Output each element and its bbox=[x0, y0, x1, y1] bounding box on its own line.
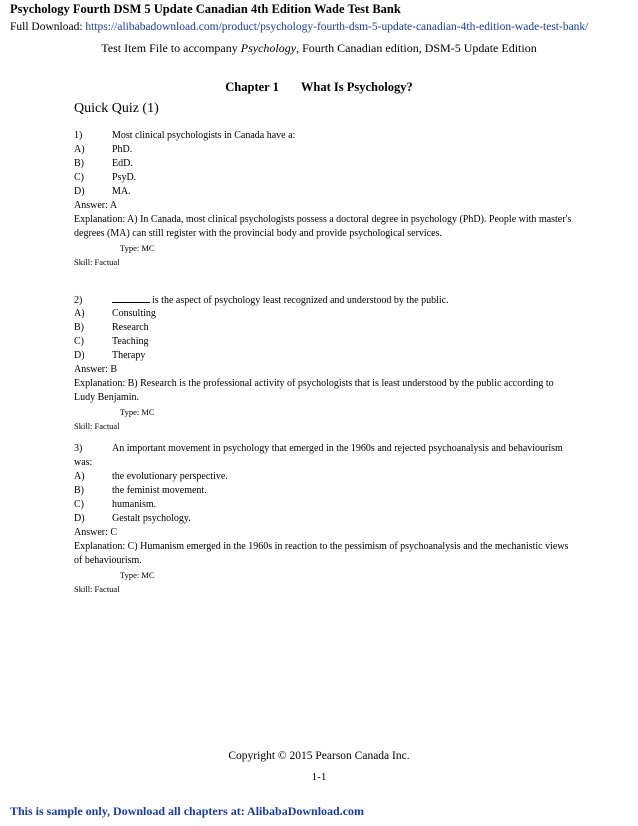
option: C) Teaching bbox=[74, 336, 149, 347]
option: B) Research bbox=[74, 322, 149, 333]
option: B) the feminist movement. bbox=[74, 485, 207, 496]
answer: Answer: A bbox=[74, 200, 118, 211]
chapter-title: What Is Psychology? bbox=[300, 80, 413, 94]
question-type: Type: MC bbox=[120, 570, 155, 580]
question-type: Type: MC bbox=[120, 407, 155, 417]
option: C) humanism. bbox=[74, 499, 157, 510]
question-stem: Most clinical psychologists in Canada have a: bbox=[112, 130, 296, 141]
running-head-book: Psychology bbox=[240, 41, 297, 55]
question-number: 3) bbox=[74, 443, 83, 454]
document-title: Psychology Fourth DSM 5 Update Canadian 4th Edition Wade Test Bank bbox=[10, 2, 401, 16]
answer: Answer: C bbox=[74, 527, 118, 538]
running-head-suffix: , Fourth Canadian edition, DSM-5 Update Edition bbox=[296, 41, 537, 55]
question-number: 1) bbox=[74, 130, 83, 141]
option: A) PhD. bbox=[74, 144, 133, 155]
option: A) the evolutionary perspective. bbox=[74, 471, 228, 482]
skill: Skill: Factual bbox=[74, 584, 120, 594]
chapter-number: Chapter 1 bbox=[225, 80, 279, 94]
question-line bbox=[74, 442, 574, 470]
question-number: 2) bbox=[74, 295, 83, 306]
copyright: Copyright © 2015 Pearson Canada Inc. bbox=[228, 750, 410, 762]
question-block bbox=[74, 129, 574, 269]
question-stem: is the aspect of psychology least recognized and understood by the public. bbox=[152, 295, 449, 306]
download-line bbox=[10, 21, 588, 33]
page-number: 1-1 bbox=[311, 771, 327, 783]
running-head-prefix: Test Item File to accompany bbox=[101, 41, 241, 55]
sample-note[interactable]: This is sample only, Download all chapters at: AlibabaDownload.com bbox=[10, 804, 365, 818]
option: C) PsyD. bbox=[74, 172, 137, 183]
download-link[interactable]: https://alibabadownload.com/product/psychology-fourth-dsm-5-update-canadian-4th-edition-wade-test-bank/ bbox=[85, 21, 589, 33]
explanation: Explanation: B) Research is the professional activity of psychologists that is least understood by the public according to Ludy Benjamin. bbox=[74, 378, 554, 403]
chapter-heading bbox=[0, 80, 638, 95]
option: D) MA. bbox=[74, 186, 131, 197]
answer-blank bbox=[112, 293, 150, 303]
option: D) Gestalt psychology. bbox=[74, 513, 191, 524]
quiz-title: Quick Quiz (1) bbox=[74, 101, 159, 116]
option: D) Therapy bbox=[74, 350, 146, 361]
download-label: Full Download: bbox=[10, 21, 86, 33]
question-stem: An important movement in psychology that emerged in the 1960s and rejected psychoanalysis and behaviourism was: bbox=[74, 443, 563, 468]
explanation: Explanation: C) Humanism emerged in the 1960s in reaction to the pessimism of psychoanalysis and the mechanistic views of behaviourism. bbox=[74, 541, 569, 566]
option: A) Consulting bbox=[74, 308, 156, 319]
skill: Skill: Factual bbox=[74, 257, 120, 267]
skill: Skill: Factual bbox=[74, 421, 120, 431]
running-head bbox=[0, 41, 638, 56]
answer: Answer: B bbox=[74, 364, 118, 375]
option: B) EdD. bbox=[74, 158, 133, 169]
question-block bbox=[74, 442, 574, 596]
question-type: Type: MC bbox=[120, 243, 155, 253]
question-block bbox=[74, 293, 574, 433]
explanation: Explanation: A) In Canada, most clinical psychologists possess a doctoral degree in psychology (PhD). People with master's degrees (MA) can still register with the provincial body and provide psychological services. bbox=[74, 214, 572, 239]
